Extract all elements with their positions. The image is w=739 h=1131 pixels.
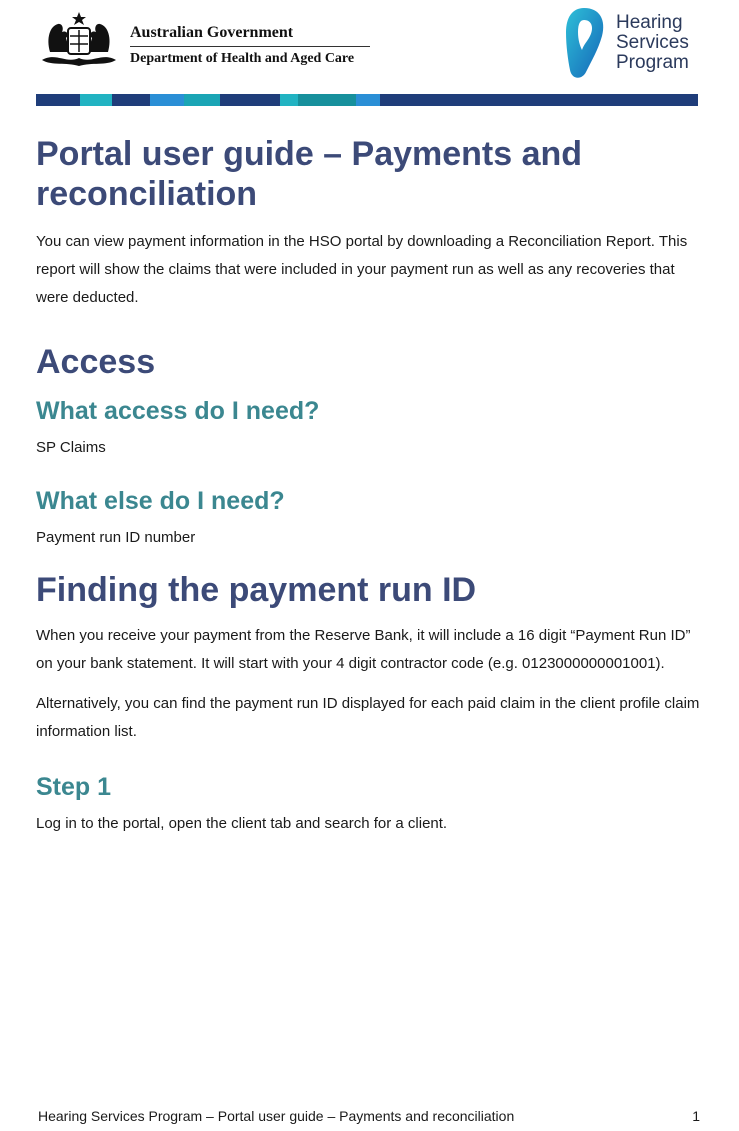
stripe-segment (298, 94, 356, 106)
department-name: Department of Health and Aged Care (130, 51, 355, 66)
page-title: Portal user guide – Payments and reconciliation (36, 135, 583, 213)
page-header (0, 0, 739, 110)
access-heading: Access (36, 343, 156, 381)
step-1-text: Log in to the portal, open the client tab and search for a client. (36, 815, 448, 832)
what-access-text: SP Claims (36, 439, 106, 456)
step-1-heading: Step 1 (36, 773, 112, 801)
intro-paragraph: You can view payment information in the HSO portal by downloading a Reconciliation Report. This report will show the claims that were included in your payment run as well as any recoveries that were deducted. (36, 233, 688, 306)
government-name: Australian Government (130, 24, 294, 41)
stripe-segment (280, 94, 298, 106)
header-color-stripe (36, 94, 698, 106)
header-divider (130, 46, 370, 47)
coat-of-arms-icon (36, 8, 122, 70)
stripe-segment (150, 94, 184, 106)
stripe-segment (184, 94, 220, 106)
footer-text: Hearing Services Program – Portal user guide – Payments and reconciliation (38, 1108, 515, 1124)
finding-paragraph-1: When you receive your payment from the Reserve Bank, it will include a 16 digit “Payment Run ID” on your bank statement. It will start with your 4 digit contractor code (e.g. 0123000000001001). (36, 627, 691, 672)
program-logo-line: Services (616, 32, 689, 53)
program-logo-line: Hearing (616, 12, 683, 33)
stripe-segment (220, 94, 280, 106)
finding-heading: Finding the payment run ID (36, 571, 477, 609)
page-number: 1 (692, 1108, 700, 1124)
program-logo-line: Program (616, 52, 689, 73)
program-logo-text (616, 13, 689, 73)
stripe-segment (112, 94, 150, 106)
page-footer (38, 1108, 700, 1124)
what-else-heading: What else do I need? (36, 487, 285, 515)
hearing-services-logo-icon (562, 6, 606, 80)
what-access-heading: What access do I need? (36, 397, 320, 425)
stripe-segment (380, 94, 698, 106)
stripe-segment (36, 94, 80, 106)
stripe-segment (80, 94, 112, 106)
finding-paragraph-2: Alternatively, you can find the payment run ID displayed for each paid claim in the client profile claim information list. (36, 695, 700, 740)
stripe-segment (356, 94, 380, 106)
document-body (36, 130, 700, 838)
what-else-text: Payment run ID number (36, 529, 196, 546)
